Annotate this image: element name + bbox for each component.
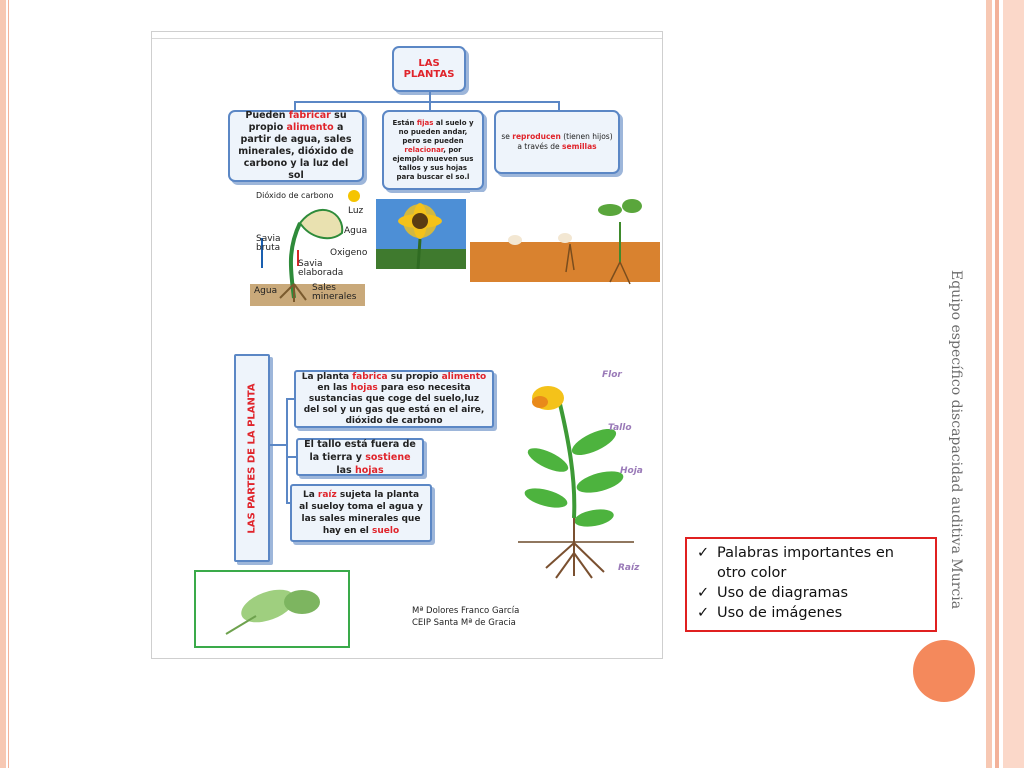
side-title: [940, 270, 988, 610]
sunflower-photo: [376, 199, 466, 269]
key-points-box: [685, 537, 937, 632]
label-tallo: Tallo: [608, 423, 632, 433]
key-point: ✓ Uso de diagramas: [697, 585, 849, 601]
leaf-diagram-frame: [194, 570, 350, 648]
credit-school: CEIP Santa Mª de Gracia: [412, 618, 516, 628]
connector: [270, 444, 286, 446]
plant-drawing: [516, 368, 636, 580]
label-savia-elaborada: Savia elaborada: [298, 259, 344, 278]
concept-box-fijas: Están fijas al suelo y no pueden andar, pero se pueden relacionar, por ejemplo mueven sus tallos y sus hojas para buscar el so.l: [382, 110, 484, 190]
part-box-stem: El tallo está fuera de la tierra y sostiene las hojas: [296, 438, 424, 476]
label-luz: Luz: [348, 206, 364, 216]
label-flor: Flor: [602, 370, 622, 380]
side-title-text: Equipo específico discapacidad auditiva Murcia: [948, 270, 964, 610]
connector: [286, 456, 296, 458]
decorative-circle: [913, 640, 975, 702]
germination-photo: [470, 192, 660, 290]
credit-author: Mª Dolores Franco García: [412, 606, 520, 616]
left-border: [0, 0, 6, 768]
check-icon: ✓: [697, 545, 710, 561]
concept-box-reproducen: se reproducen (tienen hijos) a través de semillas: [494, 110, 620, 174]
concept-box-fabricar: Pueden fabricar su propio alimento a partir de agua, sales minerales, dióxido de carbono y la luz del sol: [228, 110, 364, 182]
connector: [286, 398, 288, 502]
doc-top-rule: [152, 38, 662, 39]
label-savia-bruta: Savia bruta: [256, 234, 281, 253]
leaf: [300, 210, 342, 238]
title-text: LAS PLANTAS: [403, 58, 455, 80]
leaf-diagram: [196, 572, 348, 646]
right-stripe-3: [1003, 0, 1024, 768]
right-stripe-2: [995, 0, 999, 768]
key-point: ✓ Palabras importantes en otro color: [697, 545, 894, 581]
part-box-root: La raíz sujeta la planta al sueloy toma el agua y las sales minerales que hay en el suelo: [290, 484, 432, 542]
worksheet-image: [151, 31, 663, 659]
part-box-leaves: La planta fabrica su propio alimento en las hojas para eso necesita sustancias que coge del suelo,luz del sol y un gas que está en el aire, dióxido de carbono: [294, 370, 494, 428]
key-point: ✓ Uso de imágenes: [697, 605, 843, 621]
label-raiz: Raíz: [618, 563, 640, 573]
connector: [294, 101, 560, 103]
label-oxigeno: Oxigeno: [330, 248, 368, 258]
label-agua-bottom: Agua: [254, 286, 278, 296]
left-border-line: [8, 0, 9, 768]
sun-icon: [348, 190, 360, 202]
label-sales: Sales minerales: [312, 283, 357, 302]
label-co2: Dióxido de carbono: [256, 191, 334, 200]
title-box: [392, 46, 466, 92]
label-agua-top: Agua: [344, 226, 368, 236]
check-icon: ✓: [697, 605, 710, 621]
label-hoja: Hoja: [620, 466, 643, 476]
side-title-text: LAS PARTES DE LA PLANTA: [246, 382, 258, 534]
check-icon: ✓: [697, 585, 710, 601]
side-title-box: [234, 354, 270, 562]
